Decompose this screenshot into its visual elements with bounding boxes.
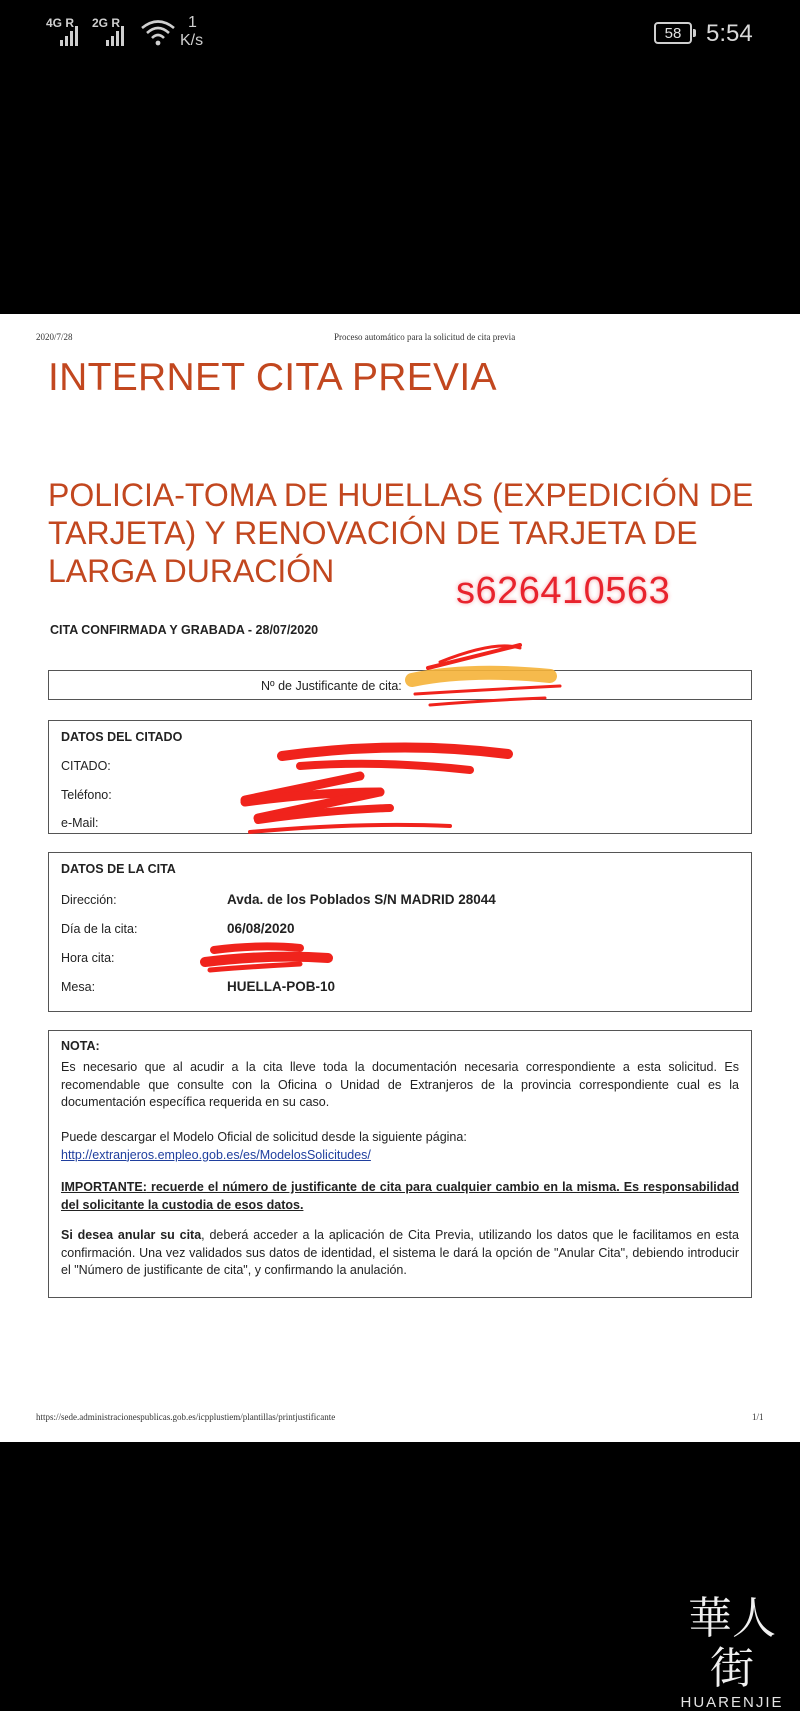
desk-label: Mesa:	[61, 980, 96, 994]
page-title: INTERNET CITA PREVIA	[48, 356, 497, 399]
watermark-text: HUARENJIE	[680, 1694, 784, 1711]
important-label: IMPORTANTE:	[61, 1180, 147, 1194]
nota-title: NOTA:	[61, 1039, 100, 1053]
header-title: Proceso automático para la solicitud de cita previa	[334, 332, 516, 342]
citado-name-label: CITADO:	[61, 759, 111, 773]
document-page	[0, 314, 800, 1442]
battery-icon	[654, 22, 692, 44]
network-type-1: 4G R	[46, 16, 75, 30]
nota-paragraph-4	[61, 1227, 739, 1280]
footer-url: https://sede.administracionespublicas.gob.es/icpplustiem/plantillas/printjustificante	[36, 1412, 336, 1422]
speed-value: 1	[188, 14, 197, 31]
address-label: Dirección:	[61, 893, 117, 907]
nota-paragraph-1: Es necesario que al acudir a la cita lleve toda la documentación necesaria correspondiente a esta solicitud. Es recomendable que consulte con la Oficina o Unidad de Extranjeros de la provincia correspondiente cual es la documentación específica requerida en su caso.	[61, 1060, 739, 1109]
justificante-label: Nº de Justificante de cita:	[261, 679, 402, 693]
handwritten-number: s626410563	[456, 570, 671, 612]
date-label: Día de la cita:	[61, 922, 138, 936]
header-date: 2020/7/28	[36, 332, 73, 342]
important-text: recuerde el número de justificante de cita para cualquier cambio en la misma. Es responsabilidad del solicitante la custodia de esos datos.	[61, 1180, 739, 1212]
justificante-box	[48, 670, 752, 700]
signal-icon	[106, 22, 124, 46]
nota-box	[48, 1030, 752, 1298]
citado-title: DATOS DEL CITADO	[61, 730, 183, 744]
signal-icon	[60, 22, 78, 46]
footer-page-number: 1/1	[752, 1412, 764, 1422]
page-subtitle: POLICIA-TOMA DE HUELLAS (EXPEDICIÓN DE TARJETA) Y RENOVACIÓN DE TARJETA DE LARGA DURACIÓN	[48, 477, 754, 589]
confirmation-status: CITA CONFIRMADA Y GRABADA - 28/07/2020	[50, 623, 319, 637]
address-value: Avda. de los Poblados S/N MADRID 28044	[227, 892, 496, 907]
battery-level: 58	[664, 24, 682, 42]
citado-box	[48, 720, 752, 834]
wifi-icon	[140, 18, 176, 48]
cancel-text: , deberá acceder a la aplicación de Cita Previa, utilizando los datos que le facilitamos en esta confirmación. Una vez validados sus datos de identidad, el sistema le dará la opción de "Anular Cita", debiendo introducir el "Número de justificante de cita", y confirmando la anulación.	[61, 1228, 739, 1277]
status-bar	[0, 0, 800, 70]
time-label: Hora cita:	[61, 951, 115, 965]
models-link[interactable]: http://extranjeros.empleo.gob.es/es/ModelosSolicitudes/	[61, 1147, 371, 1162]
citado-email-label: e-Mail:	[61, 816, 99, 830]
cancel-label: Si desea anular su cita	[61, 1228, 202, 1242]
citado-phone-label: Teléfono:	[61, 788, 112, 802]
watermark-glyph: 華人街	[688, 1593, 776, 1694]
watermark-logo	[672, 1593, 792, 1711]
clock: 5:54	[706, 20, 753, 47]
nota-paragraph-3	[61, 1179, 739, 1214]
network-type-2: 2G R	[92, 16, 121, 30]
speed-unit: K/s	[180, 32, 204, 49]
cita-title: DATOS DE LA CITA	[61, 862, 176, 876]
nota-paragraph-2-text: Puede descargar el Modelo Oficial de solicitud desde la siguiente página:	[61, 1130, 467, 1144]
date-value: 06/08/2020	[227, 921, 295, 936]
nota-paragraph-2	[61, 1129, 739, 1164]
desk-value: HUELLA-POB-10	[227, 979, 336, 994]
cita-box	[48, 852, 752, 1012]
network-speed	[180, 14, 203, 50]
